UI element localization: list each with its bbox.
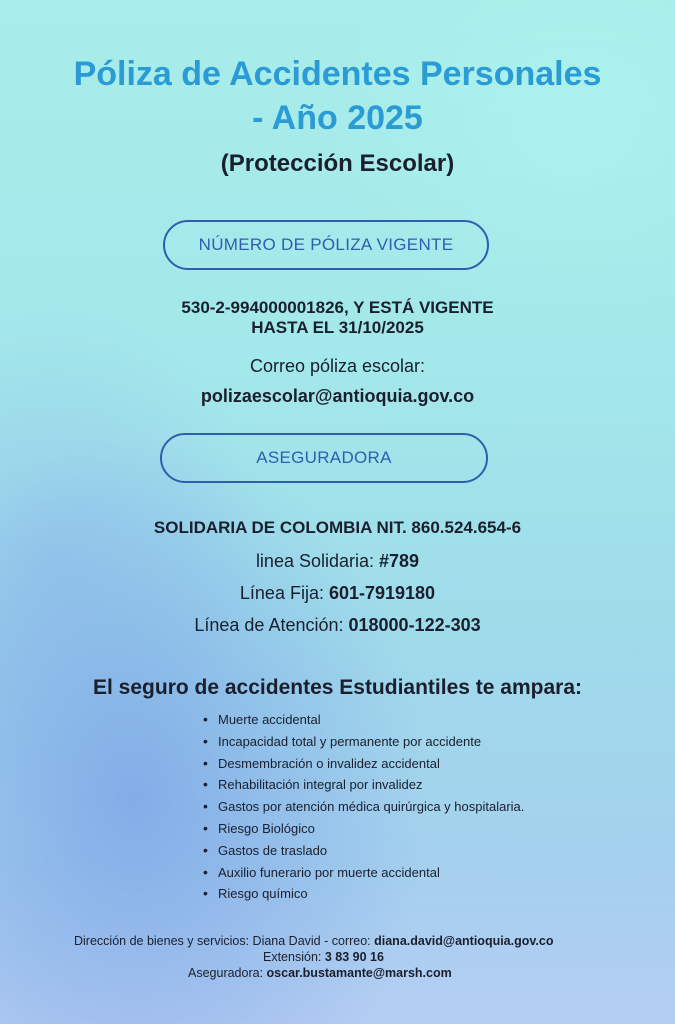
page-subtitle: (Protección Escolar) [220,150,455,177]
solidaria-line-label: linea Solidaria: [255,551,380,571]
footer-contact-email[interactable]: diana.david@antioquia.gov.co [374,934,554,948]
email-label: Correo póliza escolar: [249,356,426,376]
footer-extension-label: Extensión: [263,950,325,964]
list-item: • Desmembración o invalidez accidental [203,753,524,775]
title-line-1: Póliza de Accidentes Personales [73,55,602,93]
attention-line [0,615,675,636]
coverage-heading: El seguro de accidentes Estudiantiles te ampara: [93,676,582,699]
fixed-line-label: Línea Fija: [239,583,329,603]
list-item: • Incapacidad total y permanente por accidente [203,731,524,753]
fixed-line [0,583,675,604]
footer-insurer [188,965,452,981]
policy-email-link[interactable]: polizaescolar@antioquia.gov.co [200,386,475,406]
footer-contact-label: Dirección de bienes y servicios: Diana David - correo: [74,934,375,948]
footer-contact [74,933,553,949]
list-item: • Rehabilitación integral por invalidez [203,774,524,796]
attention-line-label: Línea de Atención: [194,615,349,635]
title-line-2: - Año 2025 [252,99,423,137]
coverage-list [203,709,524,905]
attention-line-value: 018000-122-303 [348,615,481,635]
policy-number-block [0,298,675,338]
policy-number-pill: NÚMERO DE PÓLIZA VIGENTE [163,220,489,270]
page-title [0,52,675,140]
footer-insurer-label: Aseguradora: [188,966,267,980]
footer-insurer-email[interactable]: oscar.bustamante@marsh.com [266,966,452,980]
list-item: • Gastos por atención médica quirúrgica y hospitalaria. [203,796,524,818]
list-item: • Riesgo Biológico [203,818,524,840]
fixed-line-value: 601-7919180 [328,583,436,603]
list-item: • Auxilio funerario por muerte accidental [203,862,524,884]
insurer-pill: ASEGURADORA [160,433,488,483]
list-item: • Riesgo químico [203,883,524,905]
policy-line-1: 530-2-994000001826, Y ESTÁ VIGENTE [181,298,494,317]
list-item: • Muerte accidental [203,709,524,731]
list-item: • Gastos de traslado [203,840,524,862]
policy-line-2: HASTA EL 31/10/2025 [251,318,424,337]
footer-extension-value: 3 83 90 16 [324,950,384,964]
footer-extension [263,949,384,965]
insurer-name: SOLIDARIA DE COLOMBIA NIT. 860.524.654-6 [153,518,522,537]
solidaria-line [0,551,675,572]
solidaria-line-value: #789 [379,551,420,571]
